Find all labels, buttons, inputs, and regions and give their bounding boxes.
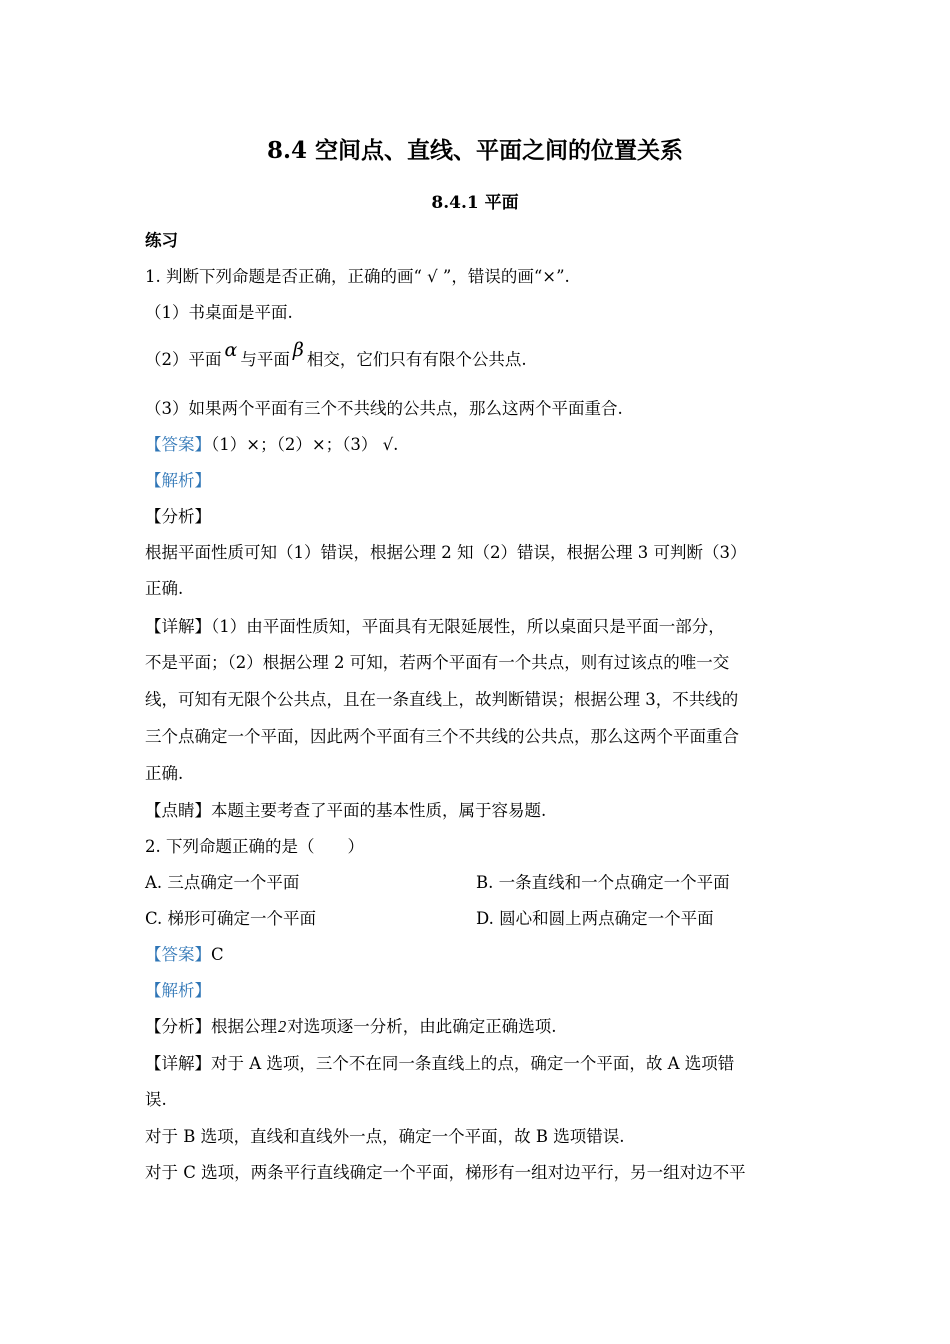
- q1-item-3: （3）如果两个平面有三个不共线的公共点，那么这两个平面重合.: [145, 399, 623, 418]
- answer-tag: 【答案】: [145, 435, 211, 454]
- section-subtitle: 8.4.1 平面: [431, 193, 519, 213]
- q2-line-b: 对于 B 选项，直线和直线外一点，确定一个平面，故 B 选项错误.: [145, 1127, 625, 1146]
- fenxi-tag: 【分析】: [145, 507, 211, 526]
- q1-answer-line: [145, 434, 398, 456]
- q1-xiangjie-line-4: 三个点确定一个平面，因此两个平面有三个不共线的公共点，那么这两个平面重合: [145, 727, 739, 746]
- q2-xiangjie-text-1: 对于 A 选项，三个不在同一条直线上的点，确定一个平面，故 A 选项错: [211, 1054, 735, 1073]
- fenxi-tag-2: 【分析】: [145, 1017, 211, 1036]
- section-heading: 练习: [145, 231, 178, 250]
- q2-fenxi-post: 对选项逐一分析，由此确定正确选项.: [287, 1017, 557, 1036]
- q2-fenxi-pre: 根据公理: [211, 1017, 277, 1036]
- q2-xiangjie-line-2: 误.: [145, 1090, 167, 1109]
- q2-fenxi-line: [145, 1016, 557, 1038]
- q2-answer-line: [145, 944, 224, 966]
- q2-option-b: B. 一条直线和一个点确定一个平面: [476, 873, 730, 892]
- q1-fenxi-line-2: 正确.: [145, 579, 184, 598]
- alpha-symbol: α: [224, 339, 238, 361]
- q1-item-2-mid: 与平面: [240, 350, 290, 369]
- q1-xiangjie-text-1: （1）由平面性质知，平面具有无限延展性，所以桌面只是平面一部分，: [211, 617, 725, 636]
- q1-dianjing-line: [145, 800, 546, 822]
- q2-line-c: 对于 C 选项，两条平行直线确定一个平面，梯形有一组对边平行，另一组对边不平: [145, 1163, 746, 1182]
- q2-answer: C: [211, 945, 224, 964]
- xiangjie-tag: 【详解】: [145, 617, 211, 636]
- q2-stem: 2. 下列命题正确的是（ ）: [145, 837, 364, 856]
- dianjing-tag: 【点睛】: [145, 801, 211, 820]
- q1-fenxi-line-1: 根据平面性质可知（1）错误，根据公理 2 知（2）错误，根据公理 3 可判断（3）: [145, 543, 747, 562]
- q1-dianjing-text: 本题主要考查了平面的基本性质，属于容易题.: [211, 801, 547, 820]
- q1-item-2: [145, 339, 527, 371]
- q1-item-1: （1）书桌面是平面.: [145, 303, 293, 322]
- xiangjie-tag-2: 【详解】: [145, 1054, 211, 1073]
- q1-xiangjie-line-3: 线，可知有无限个公共点，且在一条直线上，故判断错误；根据公理 3，不共线的: [145, 690, 739, 709]
- q2-fenxi-num: 2: [278, 1017, 287, 1036]
- q1-answer: （1）×；（2）×；（3） √.: [211, 435, 399, 454]
- q1-xiangjie-line-5: 正确.: [145, 764, 184, 783]
- analysis-tag-2: 【解析】: [145, 981, 211, 1000]
- q1-xiangjie-line-2: 不是平面；（2）根据公理 2 可知，若两个平面有一个共点，则有过该点的唯一交: [145, 653, 730, 672]
- q2-xiangjie-line-1: [145, 1053, 734, 1075]
- q1-item-2-pre: （2）平面: [145, 350, 222, 369]
- q2-option-c: C. 梯形可确定一个平面: [145, 909, 317, 928]
- beta-symbol: β: [292, 339, 304, 361]
- q1-stem: 1. 判断下列命题是否正确，正确的画“ √ ”，错误的画“×”.: [145, 267, 570, 286]
- q1-item-2-post: 相交，它们只有有限个公共点.: [306, 350, 527, 369]
- q2-option-a: A. 三点确定一个平面: [145, 873, 300, 892]
- page-title: 8.4 空间点、直线、平面之间的位置关系: [266, 137, 684, 164]
- answer-tag-2: 【答案】: [145, 945, 211, 964]
- analysis-tag: 【解析】: [145, 471, 211, 490]
- q1-xiangjie-line-1: [145, 616, 725, 638]
- q2-option-d: D. 圆心和圆上两点确定一个平面: [476, 909, 714, 928]
